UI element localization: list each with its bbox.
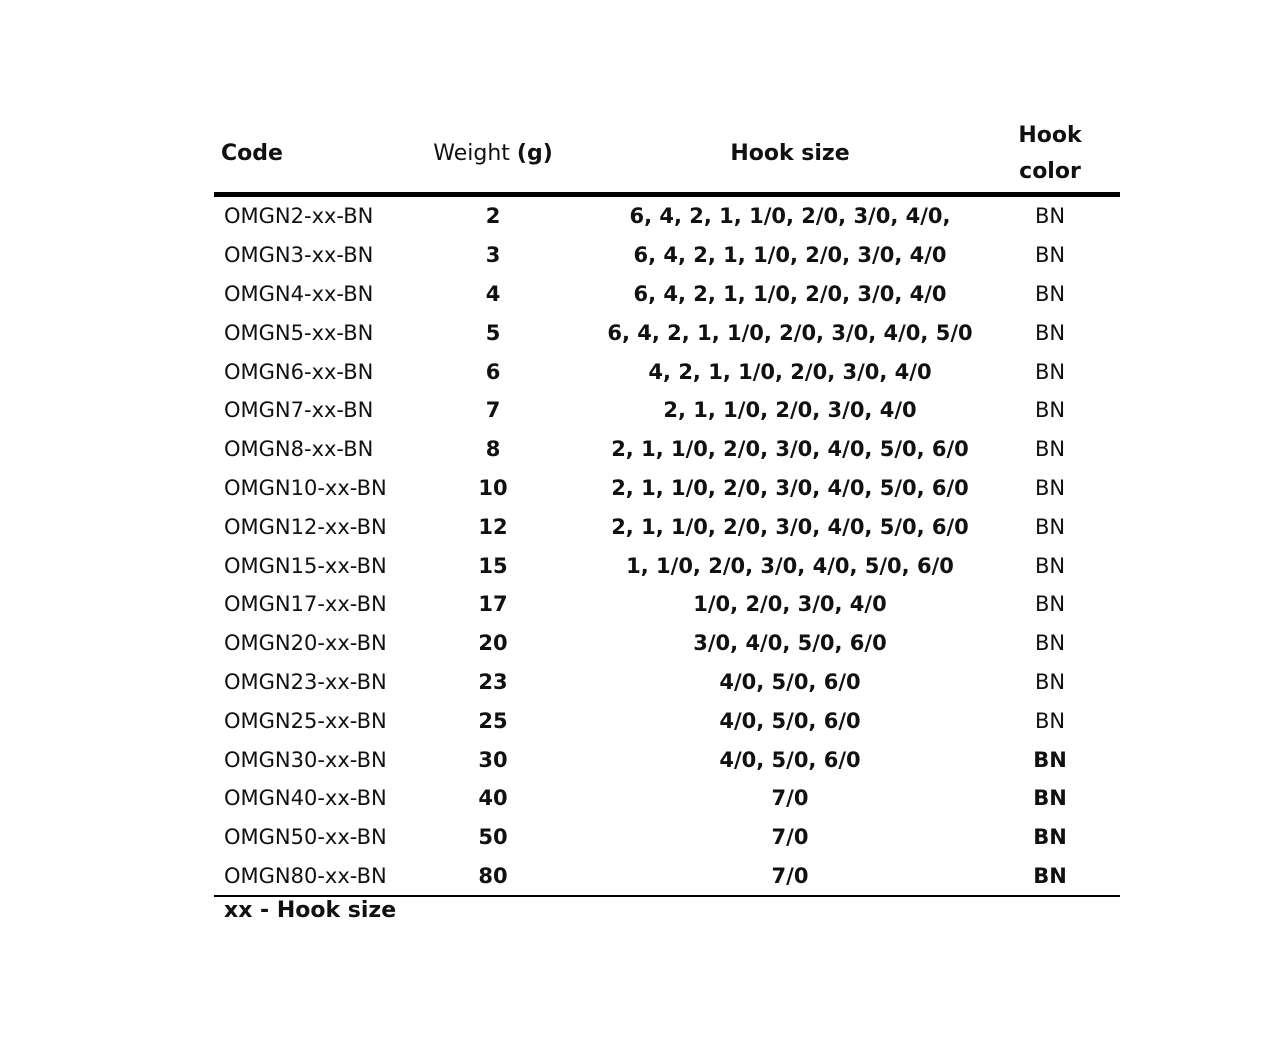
cell-code: OMGN15-xx-BN: [224, 553, 387, 578]
table-row: [214, 469, 1120, 508]
table-row: [214, 546, 1120, 585]
cell-weight: 4: [485, 281, 501, 306]
cell-hook-color: BN: [1034, 204, 1066, 229]
cell-hook-color: BN: [1034, 592, 1066, 617]
cell-hook-sizes: 6, 4, 2, 1, 1/0, 2/0, 3/0, 4/0: [633, 243, 947, 268]
cell-hook-sizes: 4/0, 5/0, 6/0: [719, 747, 861, 772]
header-hook-size: Hook size: [600, 116, 980, 195]
cell-hook-color: BN: [1034, 320, 1066, 345]
cell-hook-sizes: 7/0: [771, 825, 809, 850]
table-row: [214, 507, 1120, 546]
cell-weight: 3: [485, 243, 501, 268]
table-row: [214, 624, 1120, 663]
table-body: [214, 195, 1120, 897]
table-row: [214, 236, 1120, 275]
cell-code: OMGN30-xx-BN: [224, 747, 387, 772]
cell-hook-sizes: 2, 1, 1/0, 2/0, 3/0, 4/0, 5/0, 6/0: [611, 437, 969, 462]
cell-code: OMGN2-xx-BN: [224, 204, 374, 229]
cell-code: OMGN23-xx-BN: [224, 669, 387, 694]
cell-code: OMGN3-xx-BN: [224, 243, 374, 268]
cell-weight: 20: [478, 631, 508, 656]
cell-weight: 80: [386, 857, 600, 897]
cell-hook-sizes: 4/0, 5/0, 6/0: [719, 708, 861, 733]
cell-hook-color: BN: [1034, 553, 1066, 578]
table-row: [214, 430, 1120, 469]
cell-weight: 10: [478, 475, 508, 500]
header-weight-unit: (g): [516, 141, 553, 166]
cell-code: OMGN12-xx-BN: [224, 514, 387, 539]
header-code: Code: [214, 116, 386, 195]
cell-weight: 40: [478, 786, 508, 811]
cell-code: OMGN40-xx-BN: [224, 786, 387, 811]
cell-hook-color: BN: [1033, 786, 1067, 811]
cell-hook-sizes: 4/0, 5/0, 6/0: [719, 669, 861, 694]
cell-hook-sizes: 4, 2, 1, 1/0, 2/0, 3/0, 4/0: [648, 359, 932, 384]
cell-hook-color: BN: [980, 857, 1120, 897]
cell-weight: 30: [478, 747, 508, 772]
table-row: [214, 663, 1120, 702]
cell-weight: 23: [478, 669, 508, 694]
cell-hook-color: BN: [1034, 475, 1066, 500]
table-row: [214, 857, 1120, 897]
cell-hook-sizes: 7/0: [771, 786, 809, 811]
table-row: [214, 352, 1120, 391]
cell-code: OMGN4-xx-BN: [224, 281, 374, 306]
footnote: xx - Hook size: [224, 898, 397, 923]
table-row: [214, 818, 1120, 857]
cell-code: OMGN80-xx-BN: [214, 857, 386, 897]
cell-hook-color: BN: [1034, 281, 1066, 306]
table-row: [214, 740, 1120, 779]
cell-hook-color: BN: [1034, 669, 1066, 694]
table-row: [214, 701, 1120, 740]
cell-weight: 25: [478, 708, 508, 733]
table-row: [214, 391, 1120, 430]
cell-code: OMGN20-xx-BN: [224, 631, 387, 656]
cell-weight: 8: [485, 437, 501, 462]
cell-code: OMGN5-xx-BN: [224, 320, 374, 345]
table-row: [214, 779, 1120, 818]
cell-weight: 50: [478, 825, 508, 850]
table-header: [214, 116, 1120, 195]
cell-code: OMGN50-xx-BN: [224, 825, 387, 850]
cell-weight: 5: [485, 320, 501, 345]
cell-code: OMGN10-xx-BN: [224, 475, 387, 500]
header-hook-color-line1: Hook: [1018, 123, 1082, 148]
header-weight-label: Weight: [433, 141, 517, 166]
cell-hook-color: BN: [1034, 631, 1066, 656]
header-hook-color-line2: color: [1019, 159, 1081, 184]
cell-hook-sizes: 3/0, 4/0, 5/0, 6/0: [693, 631, 887, 656]
cell-hook-color: BN: [1033, 747, 1067, 772]
cell-weight: 7: [485, 398, 501, 423]
cell-hook-sizes: 6, 4, 2, 1, 1/0, 2/0, 3/0, 4/0,: [629, 204, 951, 229]
cell-hook-sizes: 7/0: [600, 857, 980, 897]
table-row: [214, 585, 1120, 624]
cell-code: OMGN8-xx-BN: [224, 437, 374, 462]
table-row: [214, 275, 1120, 314]
header-row: [214, 116, 1120, 195]
cell-hook-sizes: 2, 1, 1/0, 2/0, 3/0, 4/0: [663, 398, 917, 423]
cell-hook-sizes: 2, 1, 1/0, 2/0, 3/0, 4/0, 5/0, 6/0: [611, 475, 969, 500]
cell-hook-color: BN: [1033, 825, 1067, 850]
cell-hook-sizes: 2, 1, 1/0, 2/0, 3/0, 4/0, 5/0, 6/0: [611, 514, 969, 539]
table-row: [214, 195, 1120, 236]
cell-code: OMGN17-xx-BN: [224, 592, 387, 617]
cell-hook-color: BN: [1034, 514, 1066, 539]
cell-hook-sizes: 1, 1/0, 2/0, 3/0, 4/0, 5/0, 6/0: [626, 553, 954, 578]
cell-hook-color: BN: [1034, 359, 1066, 384]
cell-hook-color: BN: [1034, 708, 1066, 733]
header-weight: [386, 116, 600, 195]
cell-weight: 15: [478, 553, 508, 578]
cell-code: OMGN7-xx-BN: [224, 398, 374, 423]
cell-weight: 12: [478, 514, 508, 539]
cell-code: OMGN6-xx-BN: [224, 359, 374, 384]
cell-hook-color: BN: [1034, 437, 1066, 462]
cell-hook-sizes: 1/0, 2/0, 3/0, 4/0: [693, 592, 887, 617]
cell-hook-color: BN: [1034, 398, 1066, 423]
cell-hook-sizes: 6, 4, 2, 1, 1/0, 2/0, 3/0, 4/0: [633, 281, 947, 306]
table-row: [214, 313, 1120, 352]
cell-weight: 17: [478, 592, 508, 617]
cell-weight: 2: [485, 204, 501, 229]
header-hook-color: [980, 116, 1120, 195]
cell-hook-sizes: 6, 4, 2, 1, 1/0, 2/0, 3/0, 4/0, 5/0: [607, 320, 973, 345]
cell-hook-color: BN: [1034, 243, 1066, 268]
cell-code: OMGN25-xx-BN: [224, 708, 387, 733]
cell-weight: 6: [485, 359, 501, 384]
product-table: [214, 116, 1120, 897]
product-table-container: [214, 116, 1120, 897]
